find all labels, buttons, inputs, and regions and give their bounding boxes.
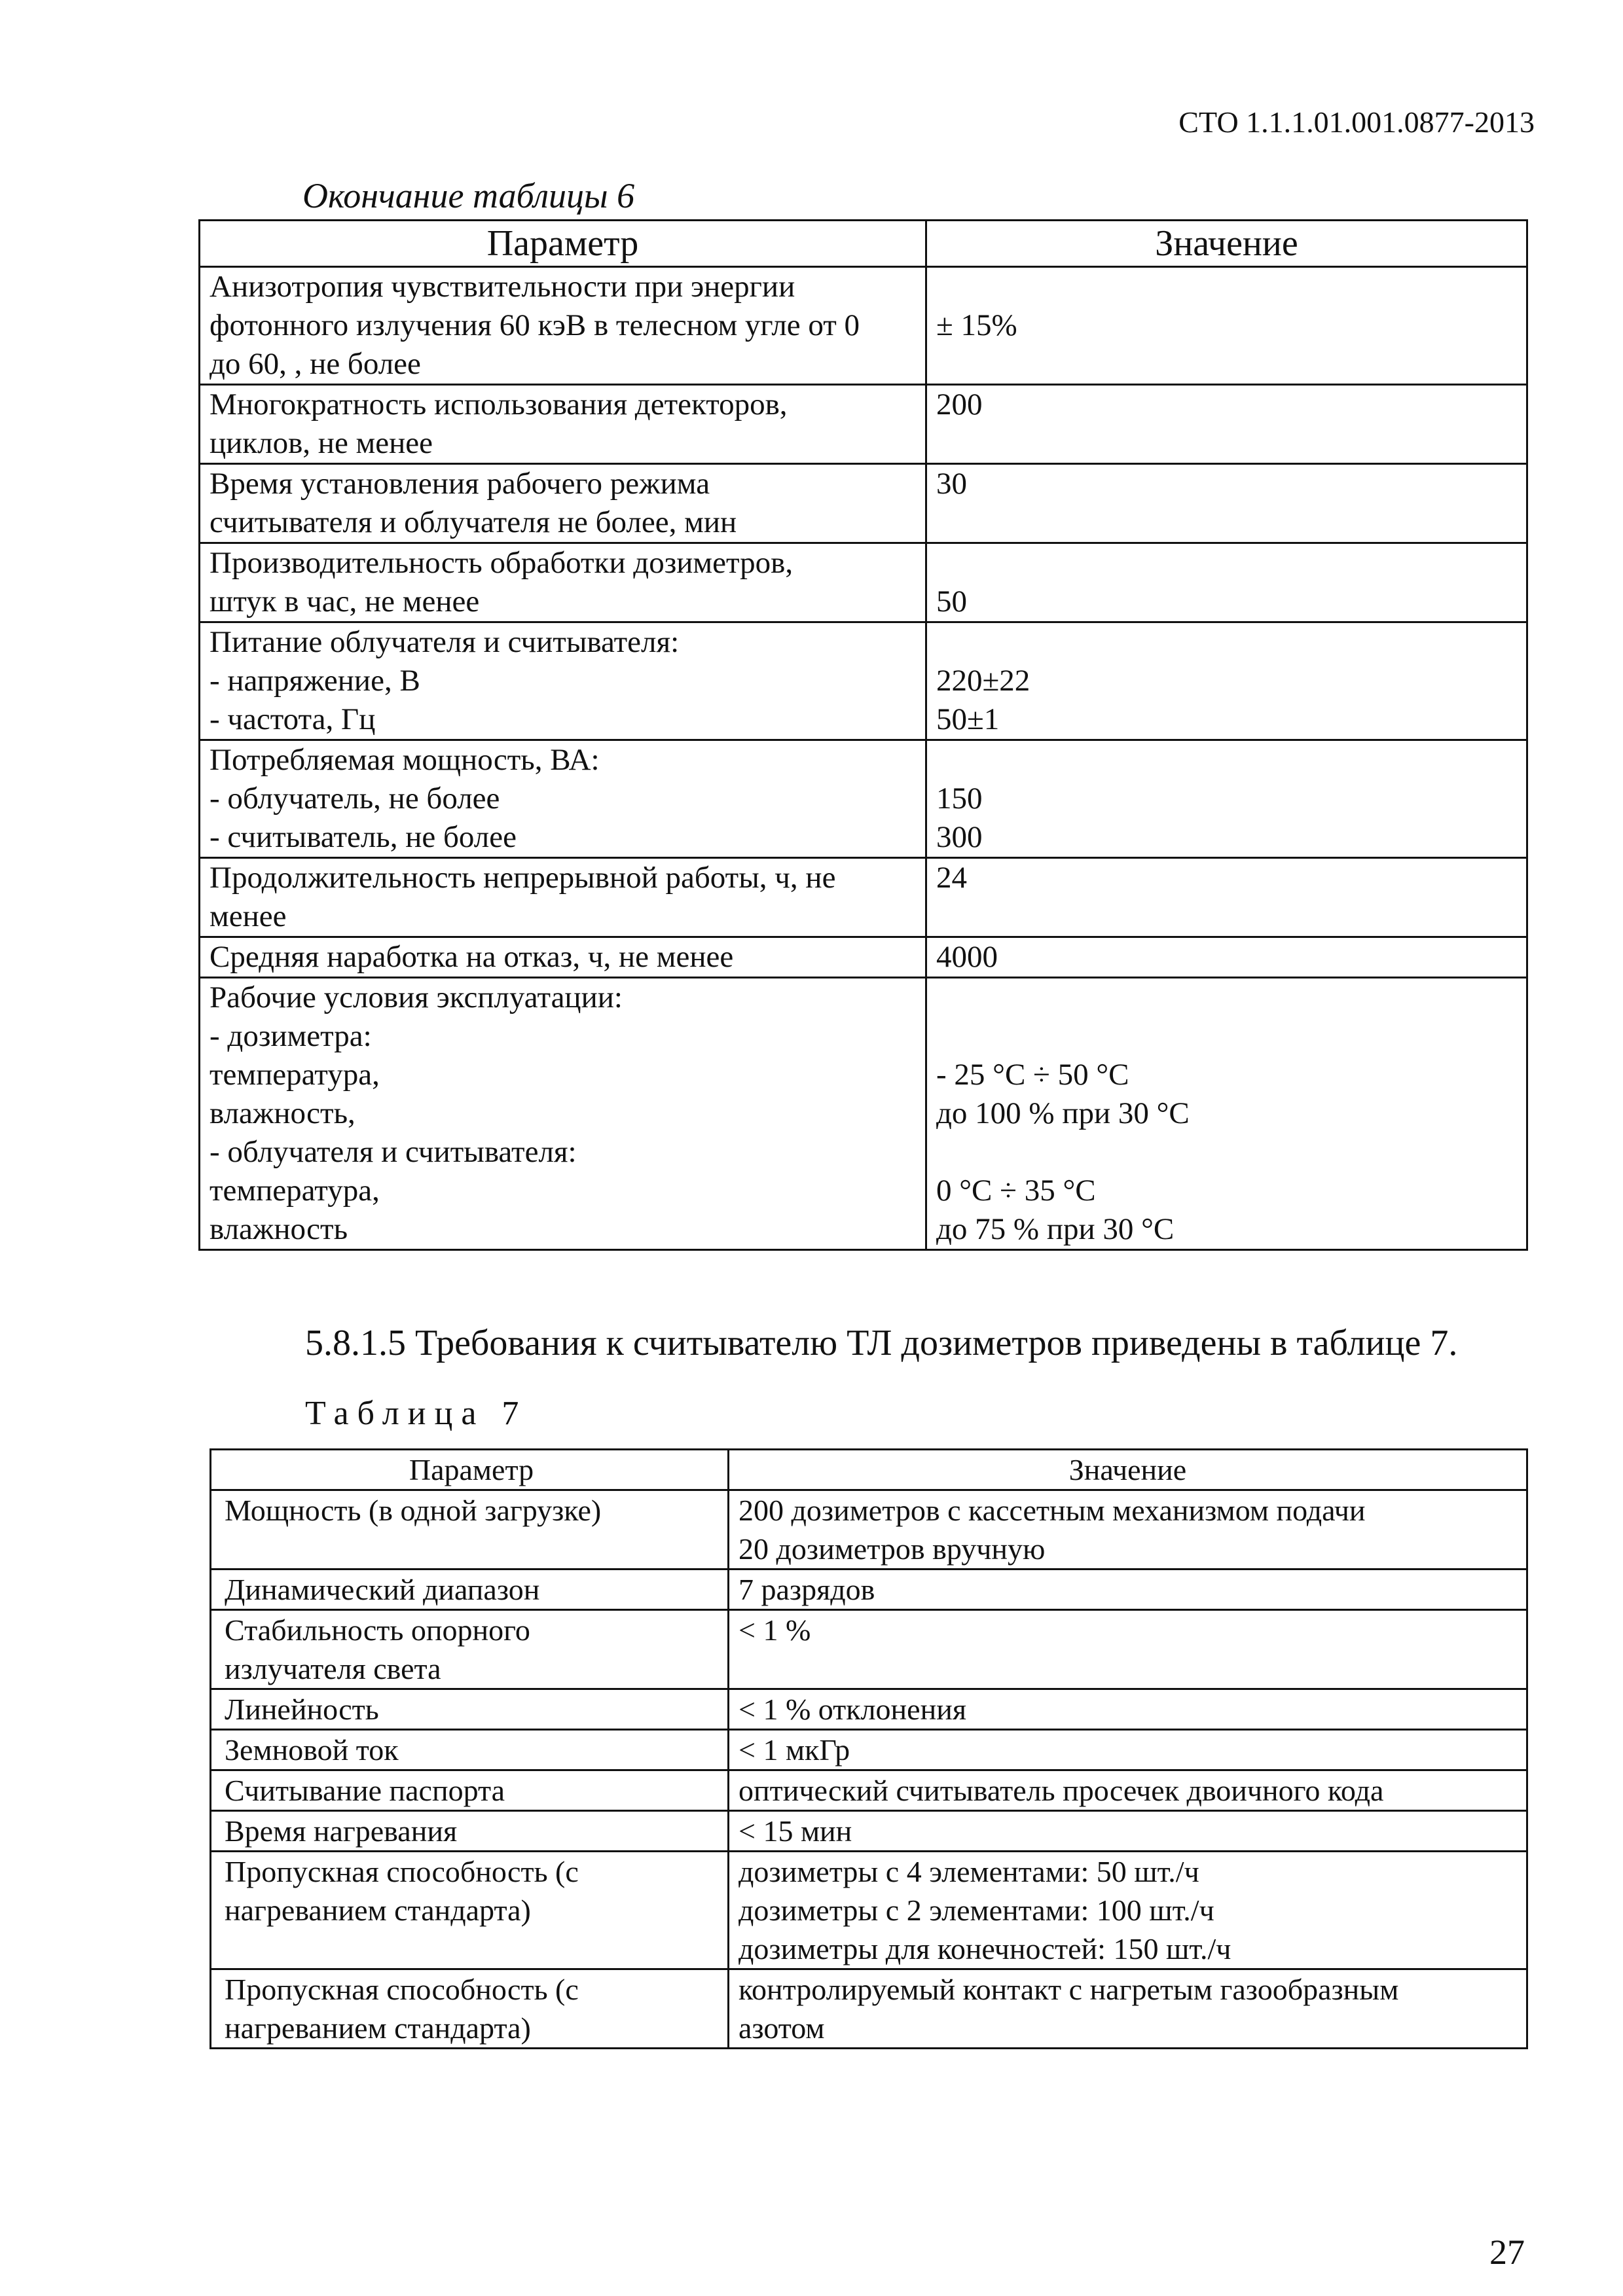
table7-param-cell [211, 1811, 729, 1852]
table6-value-line [936, 503, 1517, 542]
table6-param-line: влажность, [210, 1096, 356, 1130]
table7-value-line [739, 1649, 1517, 1688]
table7-param-cell [211, 1610, 729, 1689]
table7-row [211, 1610, 1527, 1689]
table7-value-line: дозиметры для конечностей: 150 шт./ч [739, 1932, 1231, 1965]
table7-value-line: < 1 % [739, 1613, 811, 1647]
table6-value-cell [926, 267, 1527, 385]
table6-value-line: 50 [936, 584, 967, 619]
table7-value-cell [729, 1689, 1527, 1730]
table6-value-line: 24 [936, 861, 967, 895]
section-paragraph: 5.8.1.5 Требования к считывателю ТЛ дозиметров приведены в таблице 7. [305, 1323, 1458, 1363]
table6-value-line: до 75 % при 30 °С [936, 1212, 1175, 1246]
table6-value-line: 30 [936, 467, 967, 501]
table7-value-line: < 1 % отклонения [739, 1693, 966, 1726]
table7-value-cell [729, 1610, 1527, 1689]
table6-param-line: фотонного излучения 60 кэВ в телесном угле от 0 [210, 308, 860, 342]
table7-row [211, 1730, 1527, 1770]
table6-value-line: 220±22 [936, 664, 1030, 698]
table6-row [200, 464, 1527, 543]
table7-row [211, 1811, 1527, 1852]
table7-value-line: < 1 мкГр [739, 1733, 850, 1767]
table7-param-cell [211, 1770, 729, 1811]
table7-value-cell [729, 1770, 1527, 1811]
table6-param-line: - считыватель, не более [210, 820, 517, 854]
table6-header-row [200, 221, 1527, 267]
table6-param-cell [200, 267, 926, 385]
table6-param-line: Продолжительность непрерывной работы, ч, не [210, 861, 836, 895]
table7-param-cell [211, 1969, 729, 2049]
table6-row [200, 622, 1527, 740]
table7-param-line: Считывание паспорта [225, 1774, 505, 1807]
table6-value-line [936, 544, 1517, 583]
table6-value-cell [926, 978, 1527, 1250]
table7-value-cell [729, 1490, 1527, 1570]
table6-param-cell [200, 543, 926, 622]
table7-value-line: оптический считыватель просечек двоичного кода [739, 1774, 1384, 1807]
table7-value-cell [729, 1730, 1527, 1770]
table7-value-line: азотом [739, 2011, 825, 2045]
table6-header-param: Параметр [200, 221, 926, 267]
table6-param-cell [200, 978, 926, 1250]
table6-param-cell [200, 464, 926, 543]
table6 [198, 219, 1528, 1251]
table7-row [211, 1969, 1527, 2049]
table7-param-cell [211, 1570, 729, 1610]
table6-param-line: менее [210, 899, 287, 933]
table6-param-cell [200, 937, 926, 978]
table6-value-line: 0 °С ÷ 35 °С [936, 1174, 1096, 1208]
table7-param-line: Динамический диапазон [225, 1573, 540, 1606]
table7-header-row [211, 1450, 1527, 1490]
table7-value-line: < 15 мин [739, 1814, 852, 1848]
table6-param-line: Многократность использования детекторов, [210, 387, 788, 422]
table6-param-line: Производительность обработки дозиметров, [210, 546, 793, 580]
table6-value-line: 150 [936, 781, 983, 816]
table6-param-line: - облучатель, не более [210, 781, 500, 816]
table7-param-line: нагреванием стандарта) [225, 1893, 531, 1927]
table6-value-cell [926, 858, 1527, 937]
table7-row [211, 1490, 1527, 1570]
table6-param-line: штук в час, не менее [210, 584, 480, 619]
table6-value-line [936, 1017, 1517, 1056]
table6-value-line: 200 [936, 387, 983, 422]
table6-param-cell [200, 385, 926, 464]
table7-value-line: дозиметры с 2 элементами: 100 шт./ч [739, 1893, 1214, 1927]
table7-value-cell [729, 1852, 1527, 1969]
table6-param-line: влажность [210, 1212, 348, 1246]
table6-value-line [936, 978, 1517, 1017]
table6-value-line: до 100 % при 30 °С [936, 1096, 1190, 1130]
table6-param-line: Потребляемая мощность, ВА: [210, 743, 600, 777]
table6-value-cell [926, 937, 1527, 978]
table6-value-cell [926, 464, 1527, 543]
table6-value-cell [926, 622, 1527, 740]
table6-param-line: Средняя наработка на отказ, ч, не менее [210, 940, 734, 974]
table7-param-line: излучателя света [225, 1652, 441, 1685]
table6-row [200, 937, 1527, 978]
table7-header-param: Параметр [211, 1450, 729, 1490]
table6-row [200, 385, 1527, 464]
table7 [210, 1448, 1528, 2049]
table7-param-line: Мощность (в одной загрузке) [225, 1494, 602, 1527]
table6-header-value: Значение [926, 221, 1527, 267]
table6-param-line: до 60, , не более [210, 347, 421, 381]
table6-value-line: 300 [936, 820, 983, 854]
table6-param-line: Рабочие условия эксплуатации: [210, 980, 623, 1014]
table6-param-line: Время установления рабочего режима [210, 467, 710, 501]
table6-value-line: 50±1 [936, 702, 1000, 736]
table6-value-line [936, 345, 1517, 384]
table6-value-line [936, 424, 1517, 463]
table6-param-line: Анизотропия чувствительности при энергии [210, 270, 795, 304]
table7-value-line: дозиметры с 4 элементами: 50 шт./ч [739, 1855, 1199, 1888]
table7-value-line: 7 разрядов [739, 1573, 875, 1606]
table6-value-line: 4000 [936, 940, 998, 974]
table6-value-cell [926, 385, 1527, 464]
table7-row [211, 1570, 1527, 1610]
page-number: 27 [1489, 2233, 1525, 2272]
table6-param-line: считывателя и облучателя не более, мин [210, 505, 737, 539]
table7-param-line: Стабильность опорного [225, 1613, 530, 1647]
table6-value-line [936, 623, 1517, 662]
table6-param-line: Питание облучателя и считывателя: [210, 625, 680, 659]
table7-param-cell [211, 1490, 729, 1570]
table7-row [211, 1770, 1527, 1811]
table6-param-cell [200, 622, 926, 740]
table7-header-value: Значение [729, 1450, 1527, 1490]
table6-row [200, 543, 1527, 622]
table7-row [211, 1689, 1527, 1730]
table7-param-line: Пропускная способность (с [225, 1973, 579, 2006]
table7-param-line: Линейность [225, 1693, 379, 1726]
table6-value-line [936, 1133, 1517, 1172]
table6-param-line: - напряжение, В [210, 664, 420, 698]
table6-row [200, 267, 1527, 385]
table7-value-line: 200 дозиметров с кассетным механизмом подачи [739, 1494, 1366, 1527]
table7-param-line: нагреванием стандарта) [225, 2011, 531, 2045]
table6-value-line [936, 268, 1517, 306]
document-code: СТО 1.1.1.01.001.0877-2013 [1178, 105, 1535, 139]
table6-param-line: - дозиметра: [210, 1019, 372, 1053]
table6-param-cell [200, 740, 926, 858]
table6-value-cell [926, 543, 1527, 622]
table6-value-line [936, 897, 1517, 936]
table7-param-cell [211, 1730, 729, 1770]
table7-param-cell [211, 1852, 729, 1969]
table7-value-line: контролируемый контакт с нагретым газообразным [739, 1973, 1399, 2006]
table6-value-cell [926, 740, 1527, 858]
table7-param-line: Земновой ток [225, 1733, 399, 1767]
table7-param-line: Время нагревания [225, 1814, 458, 1848]
table7-value-line: 20 дозиметров вручную [739, 1532, 1046, 1566]
table6-value-line [936, 741, 1517, 780]
table7-caption: Таблица 7 [305, 1395, 528, 1432]
table6-row [200, 978, 1527, 1250]
table7-value-cell [729, 1570, 1527, 1610]
table6-row [200, 740, 1527, 858]
table7-value-cell [729, 1969, 1527, 2049]
table6-value-line: ± 15% [936, 308, 1017, 342]
table6-caption: Окончание таблицы 6 [302, 176, 635, 215]
table7-param-line: Пропускная способность (с [225, 1855, 579, 1888]
table6-param-cell [200, 858, 926, 937]
table6-param-line: температура, [210, 1058, 380, 1092]
table6-param-line: - частота, Гц [210, 702, 376, 736]
table7-param-cell [211, 1689, 729, 1730]
table7-row [211, 1852, 1527, 1969]
table6-value-line: - 25 °С ÷ 50 °С [936, 1058, 1129, 1092]
table7-value-cell [729, 1811, 1527, 1852]
table6-param-line: циклов, не менее [210, 426, 433, 460]
table6-param-line: - облучателя и считывателя: [210, 1135, 577, 1169]
table6-param-line: температура, [210, 1174, 380, 1208]
table6-row [200, 858, 1527, 937]
